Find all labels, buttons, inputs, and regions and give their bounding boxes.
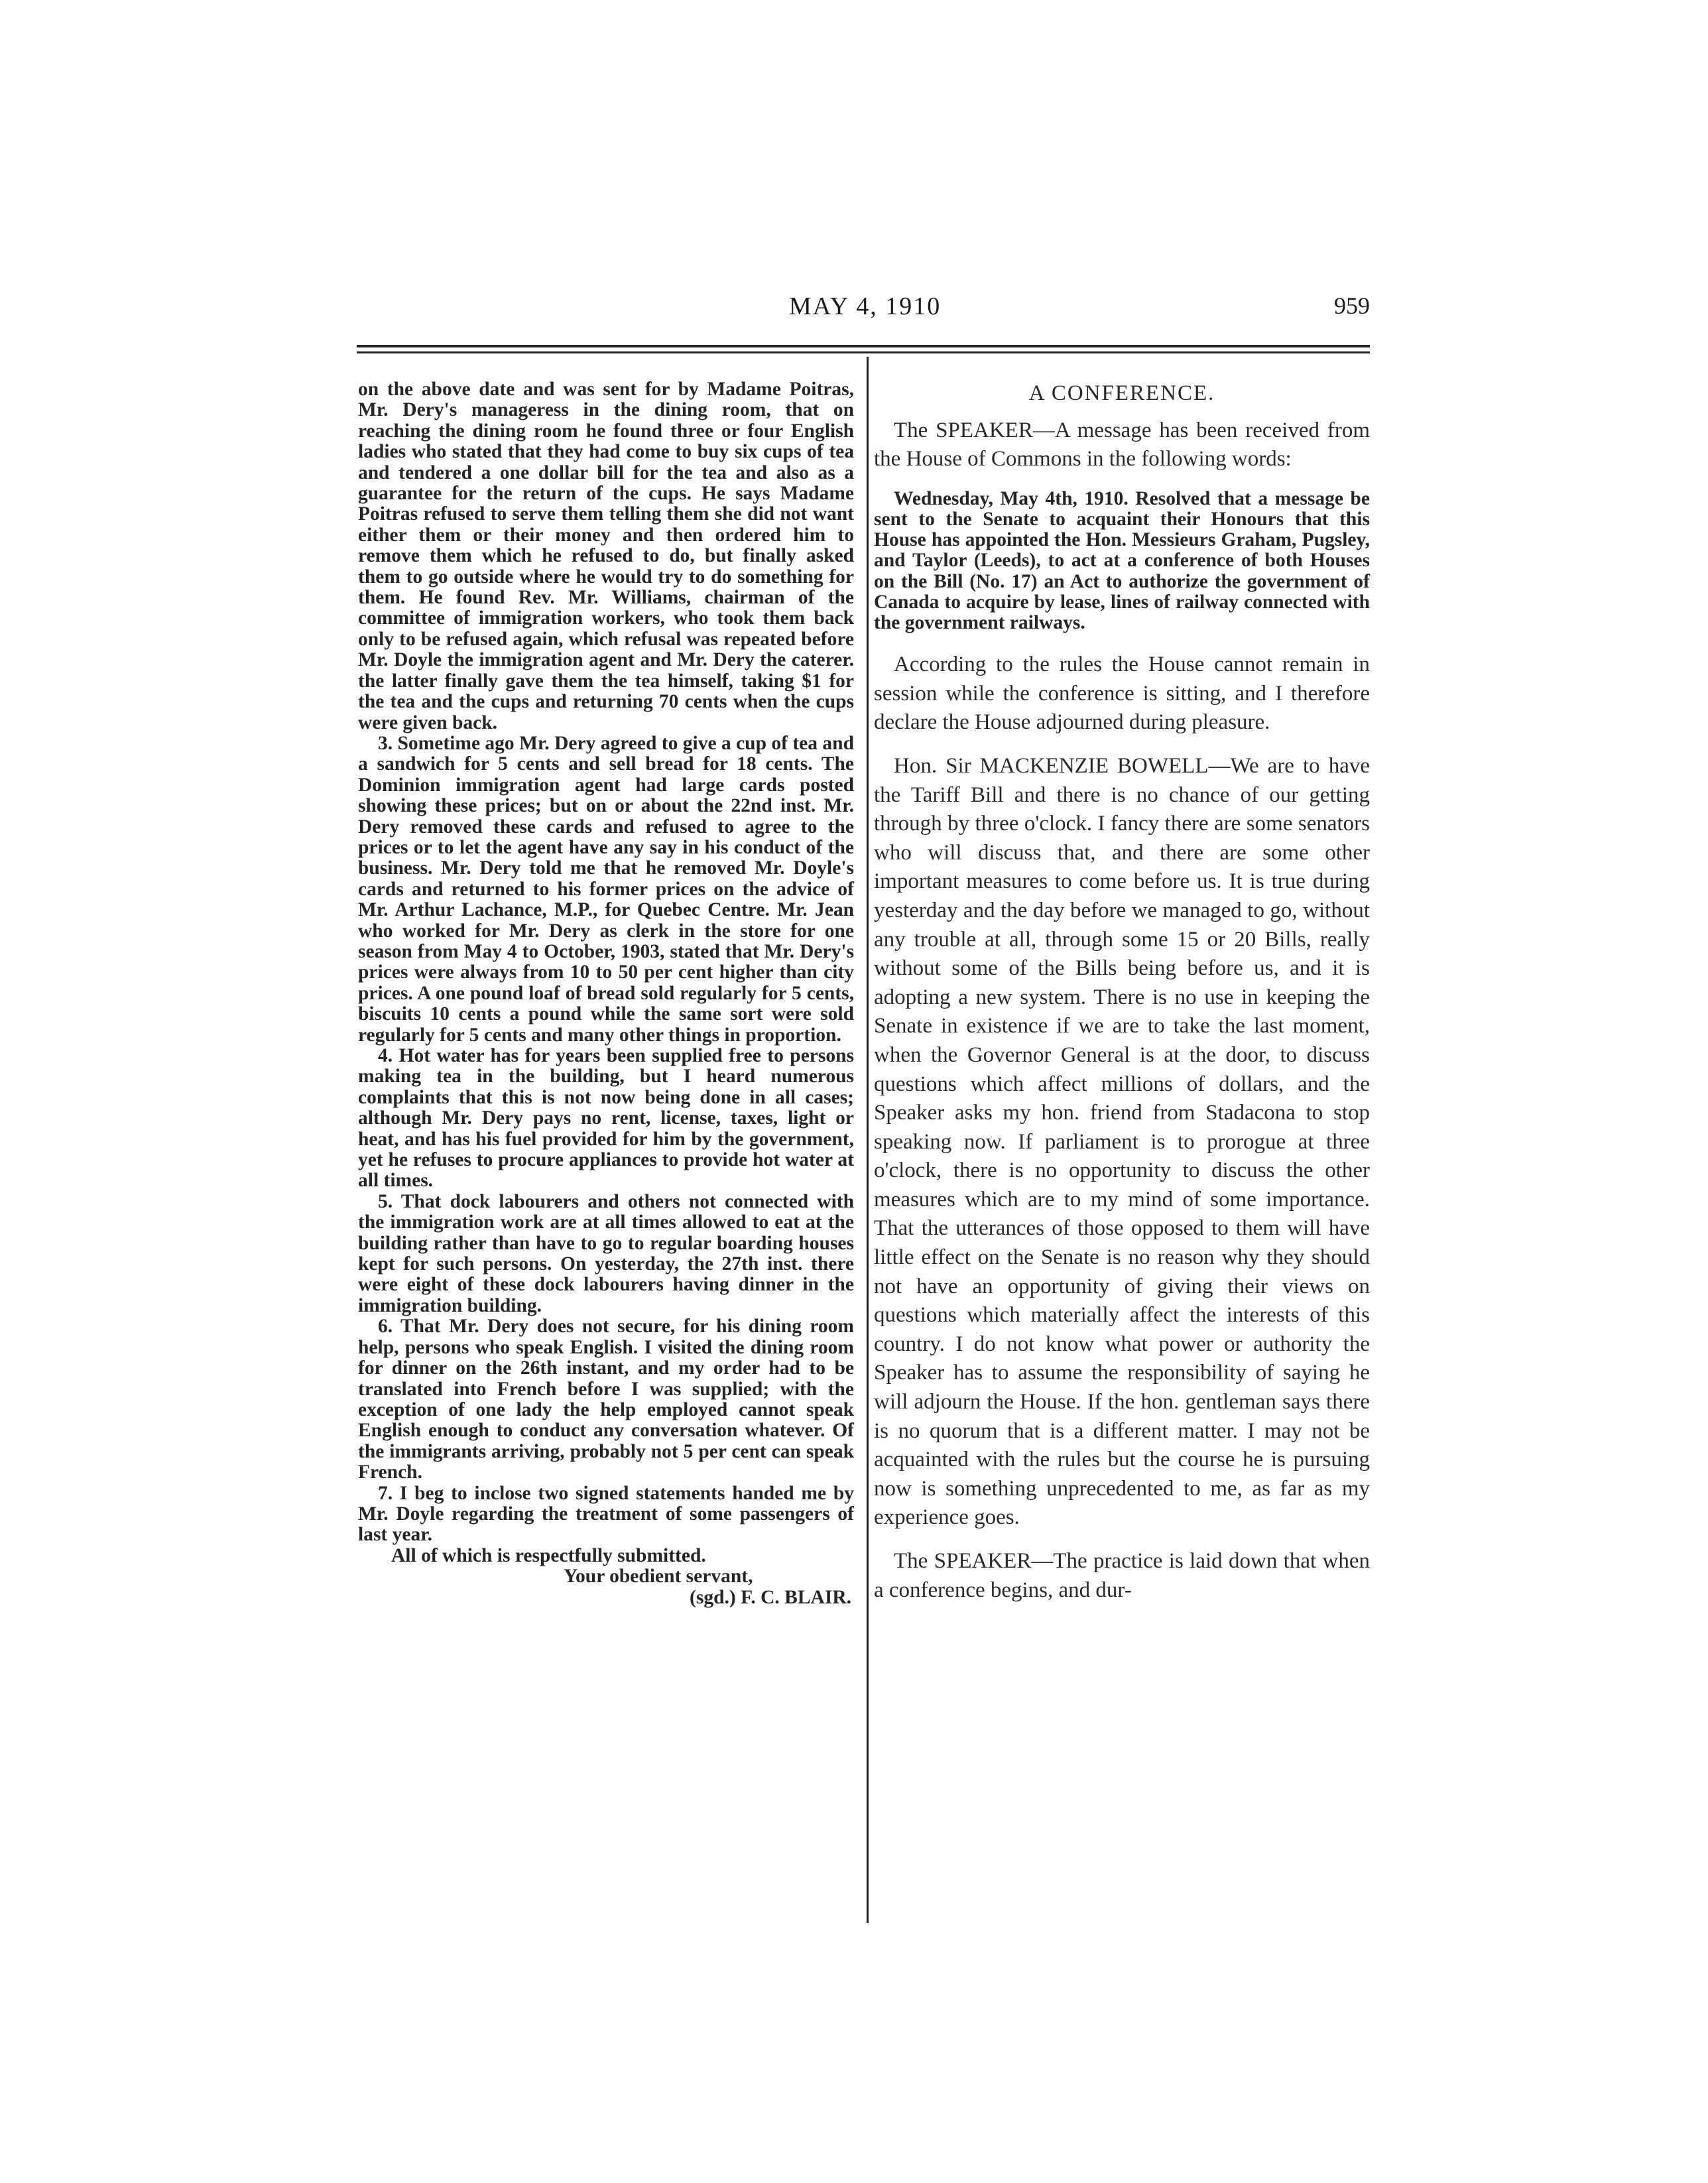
right-paragraph-3: Hon. Sir MACKENZIE BOWELL—We are to have the Tariff Bill and there is no chance of our getting through by three o'clock. I fancy there are some senators who will discuss that, and there are some other important measures to come before us. It is true during yesterday and the day before we managed to go, without any trouble at all, through some 15 or 20 Bills, really without some of the Bills being before us, and it is adopting a new system. There is no use in keeping the Senate in existence if we are to take the last moment, when the Governor General is at the door, to discuss questions which affect millions of dollars, and the Speaker asks my hon. friend from Stadacona to stop speaking now. If parliament is to prorogue at three o'clock, there is no opportunity to discuss the other measures which are to my mind of some importance. That the utterances of those opposed to them will have little effect on the Senate is no reason why they should not have an opportunity of giving their views on questions which materially affect the interests of this country. I do not know what power or authority the Speaker has to assume the responsibility of saying he will adjourn the House. If the hon. gentleman says there is no quorum that is a different matter. I may not be acquainted with the rules but the course he is pursuing now is something unprecedented to me, as far as my experience goes. bbox=[874, 753, 1370, 1530]
left-paragraph-1: on the above date and was sent for by Madame Poitras, Mr. Dery's manageress in the dining room, that on reaching the dining room he found three or four English ladies who stated that they had come to buy six cups of tea and tendered a one dollar bill for the tea and also as a guarantee for the return of the cups. He says Madame Poitras refused to serve them telling them she did not want either them or their money and then ordered him to remove them which he refused to do, but finally asked them to go outside where he would try to do something for them. He found Rev. Mr. Williams, chairman of the committee of immigration workers, who took them back only to be refused again, which refusal was repeated before Mr. Doyle the immigration agent and Mr. Dery the caterer. the latter finally gave them the tea himself, taking $1 for the tea and the cups and returning 70 cents when the cups were given back. bbox=[358, 379, 854, 733]
right-paragraph-2: According to the rules the House cannot remain in session while the conference is sitting, and I therefore declare the House adjourned during pleasure. bbox=[874, 653, 1370, 735]
closing-salutation: Your obedient servant, bbox=[564, 1566, 753, 1588]
column-divider bbox=[867, 357, 869, 1923]
page-header bbox=[357, 285, 1370, 325]
page-date: MAY 4, 1910 bbox=[789, 292, 942, 320]
right-column bbox=[874, 379, 1370, 1605]
left-paragraph-item-7: 7. I beg to inclose two signed statements handed me by Mr. Doyle regarding the treatment of some passengers of last year. bbox=[358, 1482, 854, 1546]
left-paragraph-item-6: 6. That Mr. Dery does not secure, for his dining room help, persons who speak English. I visited the dining room for dinner on the 26th instant, and my order had to be translated into French before I was supplied; with the exception of one lady the help employed cannot speak English enough to conduct any conversation whatever. Of the immigrants arriving, probably not 5 per cent can speak French. bbox=[358, 1316, 854, 1483]
closing-line: All of which is respectfully submitted. bbox=[391, 1544, 706, 1566]
left-column bbox=[358, 379, 854, 1608]
signature: (sgd.) F. C. BLAIR. bbox=[690, 1586, 851, 1608]
quoted-message: Wednesday, May 4th, 1910. Resolved that a message be sent to the Senate to acquaint their Honours that this House has appointed the Hon. Messieurs Graham, Pugsley, and Taylor (Leeds), to act at a conference of both Houses on the Bill (No. 17) an Act to authorize the government of Canada to acquire by lease, lines of railway connected with the government railways. bbox=[874, 487, 1370, 633]
left-paragraph-item-4: 4. Hot water has for years been supplied free to persons making tea in the building, but I heard numerous complaints that this is not now being done in all cases; although Mr. Dery pays no rent, license, taxes, light or heat, and has his fuel provided for him by the government, yet he refuses to procure appliances to provide hot water at all times. bbox=[358, 1045, 854, 1192]
right-paragraph-1: The SPEAKER—A message has been received from the House of Commons in the following words: bbox=[874, 418, 1370, 471]
page-number: 959 bbox=[1334, 292, 1370, 319]
left-paragraph-item-5: 5. That dock labourers and others not connected with the immigration work are at all times allowed to eat at the building rather than have to go to regular boarding houses kept for such persons. On yesterday, the 27th inst. there were eight of these dock labourers having dinner in the immigration building. bbox=[358, 1190, 854, 1316]
right-paragraph-4: The SPEAKER—The practice is laid down that when a conference begins, and dur- bbox=[874, 1549, 1370, 1602]
header-rule-top bbox=[357, 345, 1370, 347]
section-heading: A CONFERENCE. bbox=[1028, 381, 1215, 405]
header-rule-bottom bbox=[357, 351, 1370, 353]
left-paragraph-item-3: 3. Sometime ago Mr. Dery agreed to give a cup of tea and a sandwich for 5 cents and sell bread for 18 cents. The Dominion immigration agent had large cards posted showing these prices; but on or about the 22nd inst. Mr. Dery removed these cards and refused to agree to the prices or to let the agent have any say in his conduct of the business. Mr. Dery told me that he removed Mr. Doyle's cards and returned to his former prices on the advice of Mr. Arthur Lachance, M.P., for Quebec Centre. Mr. Jean who worked for Mr. Dery as clerk in the store for one season from May 4 to October, 1903, stated that Mr. Dery's prices were always from 10 to 50 per cent higher than city prices. A one pound loaf of bread sold regularly for 5 cents, biscuits 10 cents a pound while the same sort were sold regularly for 5 cents and many other things in proportion. bbox=[358, 732, 854, 1046]
